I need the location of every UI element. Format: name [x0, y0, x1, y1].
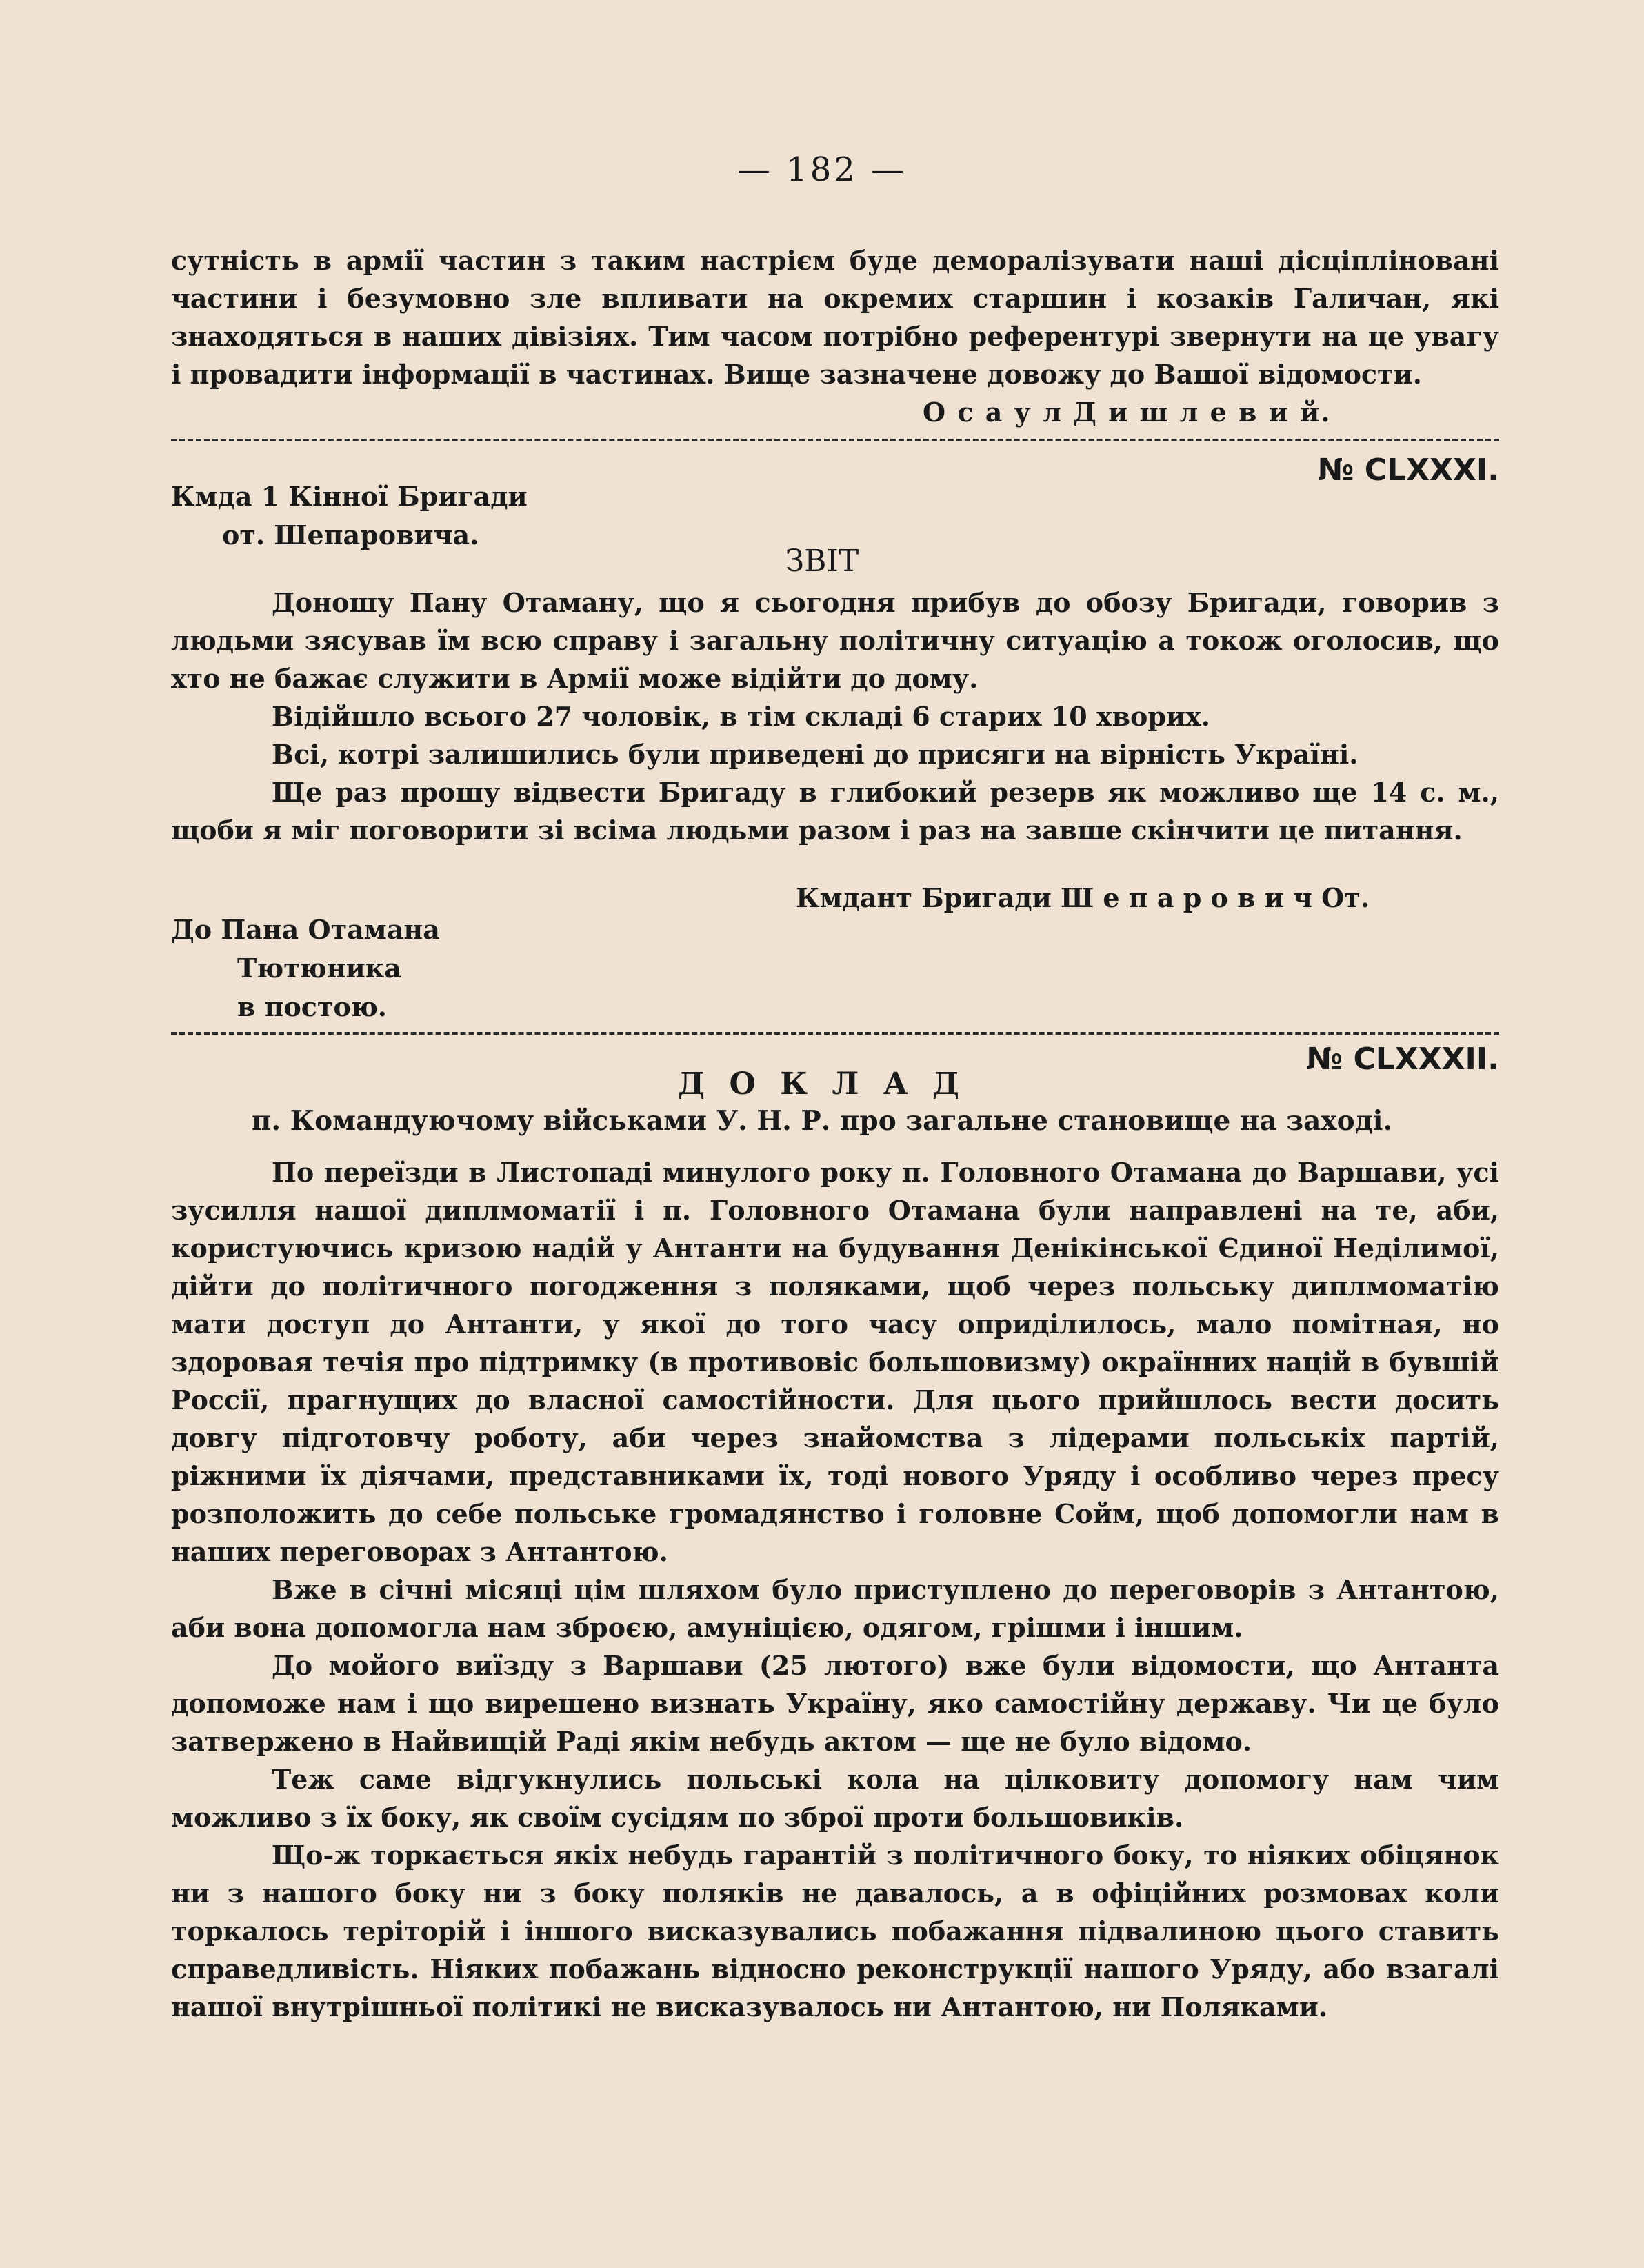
- addressee-line-2: Тютюника: [237, 953, 401, 984]
- doklad-paragraph-4: Теж саме відгукнулись польські кола на цілковиту допомогу нам чим можливо з їх боку, як своїм сусідям по зброї проти большовиків.: [171, 1764, 1499, 1833]
- doklad-paragraph-5: Що-ж торкається якіх небудь гарантій з політичного боку, то ніяких обіцянок ни з нашого боку ни з боку поляків не давалось, а в офіційних розмовах коли торкалось теріторій і іншого висказувались побажання підвалиною цього ставить справедливість. Ніяких побажань відносно реконструкції нашого Уряду, або взагалі нашої внутрішньої політикі не висказувалось ни Антантою, ни Поляками.: [171, 1840, 1499, 2022]
- doklad-body: [171, 1153, 1499, 2026]
- addressee-line-3: в постою.: [237, 991, 388, 1022]
- addressee-line-1: До Пана Отамана: [171, 914, 440, 945]
- continuation-signature: О с а у л Д и ш л е в и й.: [923, 397, 1332, 428]
- report-paragraph-3: Всі, котрі залишились були приведені до присяги на вірність Україні.: [272, 739, 1359, 770]
- doc-number-181: № CLXXXI.: [1317, 452, 1499, 488]
- report-title: ЗВІТ: [785, 544, 859, 579]
- report-signature: Кмдант Бригади Ш е п а р о в и ч От.: [796, 882, 1370, 913]
- report-body: [171, 584, 1499, 849]
- continuation-text: сутність в армії частин з таким настрієм буде деморалізувати наші дісціпліновані частини і безумовно зле впливати на окремих старшин і козаків Галичан, які знаходяться в наших дівізіях. Тим часом потрібно референтурі звернути на це увагу і провадити інформації в частинах. Вище зазначене довожу до Вашої відомости.: [171, 245, 1499, 390]
- page-number: — 182 —: [736, 150, 908, 189]
- report-paragraph-4: Ще раз прошу відвести Бригаду в глибокий резерв як можливо ще 14 с. м., щоби я міг поговорити зі всіма людьми разом і раз на завше скінчити це питання.: [171, 777, 1499, 846]
- continuation-block: [171, 241, 1499, 393]
- sender-line-1: Кмда 1 Кінної Бригади: [171, 481, 528, 512]
- doklad-title: Д О К Л А Д: [678, 1066, 966, 1102]
- doklad-paragraph-1: По переїзди в Листопаді минулого року п. Головного Отамана до Варшави, усі зусилля нашої диплмоматії і п. Головного Отамана були направлені на те, аби, користуючись кризою надій у Антанти на будування Денікінської Єдиної Неділимої, дійти до політичного погодження з поляками, щоб через польську диплмоматію мати доступ до Антанти, у якої до того часу оприділилось, мало помітная, но здоровая течія про підтримку (в противовіс большовизму) окраїнних націй в бувшій Россії, прагнущих до власної самостійности. Для цього прийшлось вести досить довгу підготовчу роботу, аби через знайомства з лідерами польськіх партій, ріжними їх діячами, представниками їх, тоді нового Уряду і особливо через пресу розположить до себе польське громадянство і головне Сойм, щоб допомогли нам в наших переговорах з Антантою.: [171, 1157, 1499, 1567]
- doc-number-182: № CLXXXII.: [1306, 1042, 1499, 1077]
- divider-1: [171, 439, 1499, 441]
- report-paragraph-1: Доношу Пану Отаману, що я сьогодня прибув до обозу Бригади, говорив з людьми зясував їм всю справу і загальну політичну ситуацію а токож оголосив, що хто не бажає служити в Армії може відійти до дому.: [171, 587, 1499, 694]
- doklad-paragraph-3: До мойого виїзду з Варшави (25 лютого) вже були відомости, що Антанта допоможе нам і що вирешено визнать Україну, яко самостійну державу. Чи це було затвержено в Найвищій Раді якім небудь актом — ще не було відомо.: [171, 1650, 1499, 1757]
- doklad-paragraph-2: Вже в січні місяці цім шляхом було приступлено до переговорів з Антантою, аби вона допомогла нам зброєю, амуніцією, одягом, грішми і іншим.: [171, 1574, 1499, 1643]
- divider-2: [171, 1032, 1499, 1035]
- sender-line-2: от. Шепаровича.: [222, 519, 479, 550]
- report-paragraph-2: Відійшло всього 27 чоловік, в тім складі 6 старих 10 хворих.: [272, 701, 1211, 732]
- doklad-subtitle: п. Командуючому військами У. Н. Р. про загальне становище на заході.: [251, 1105, 1393, 1137]
